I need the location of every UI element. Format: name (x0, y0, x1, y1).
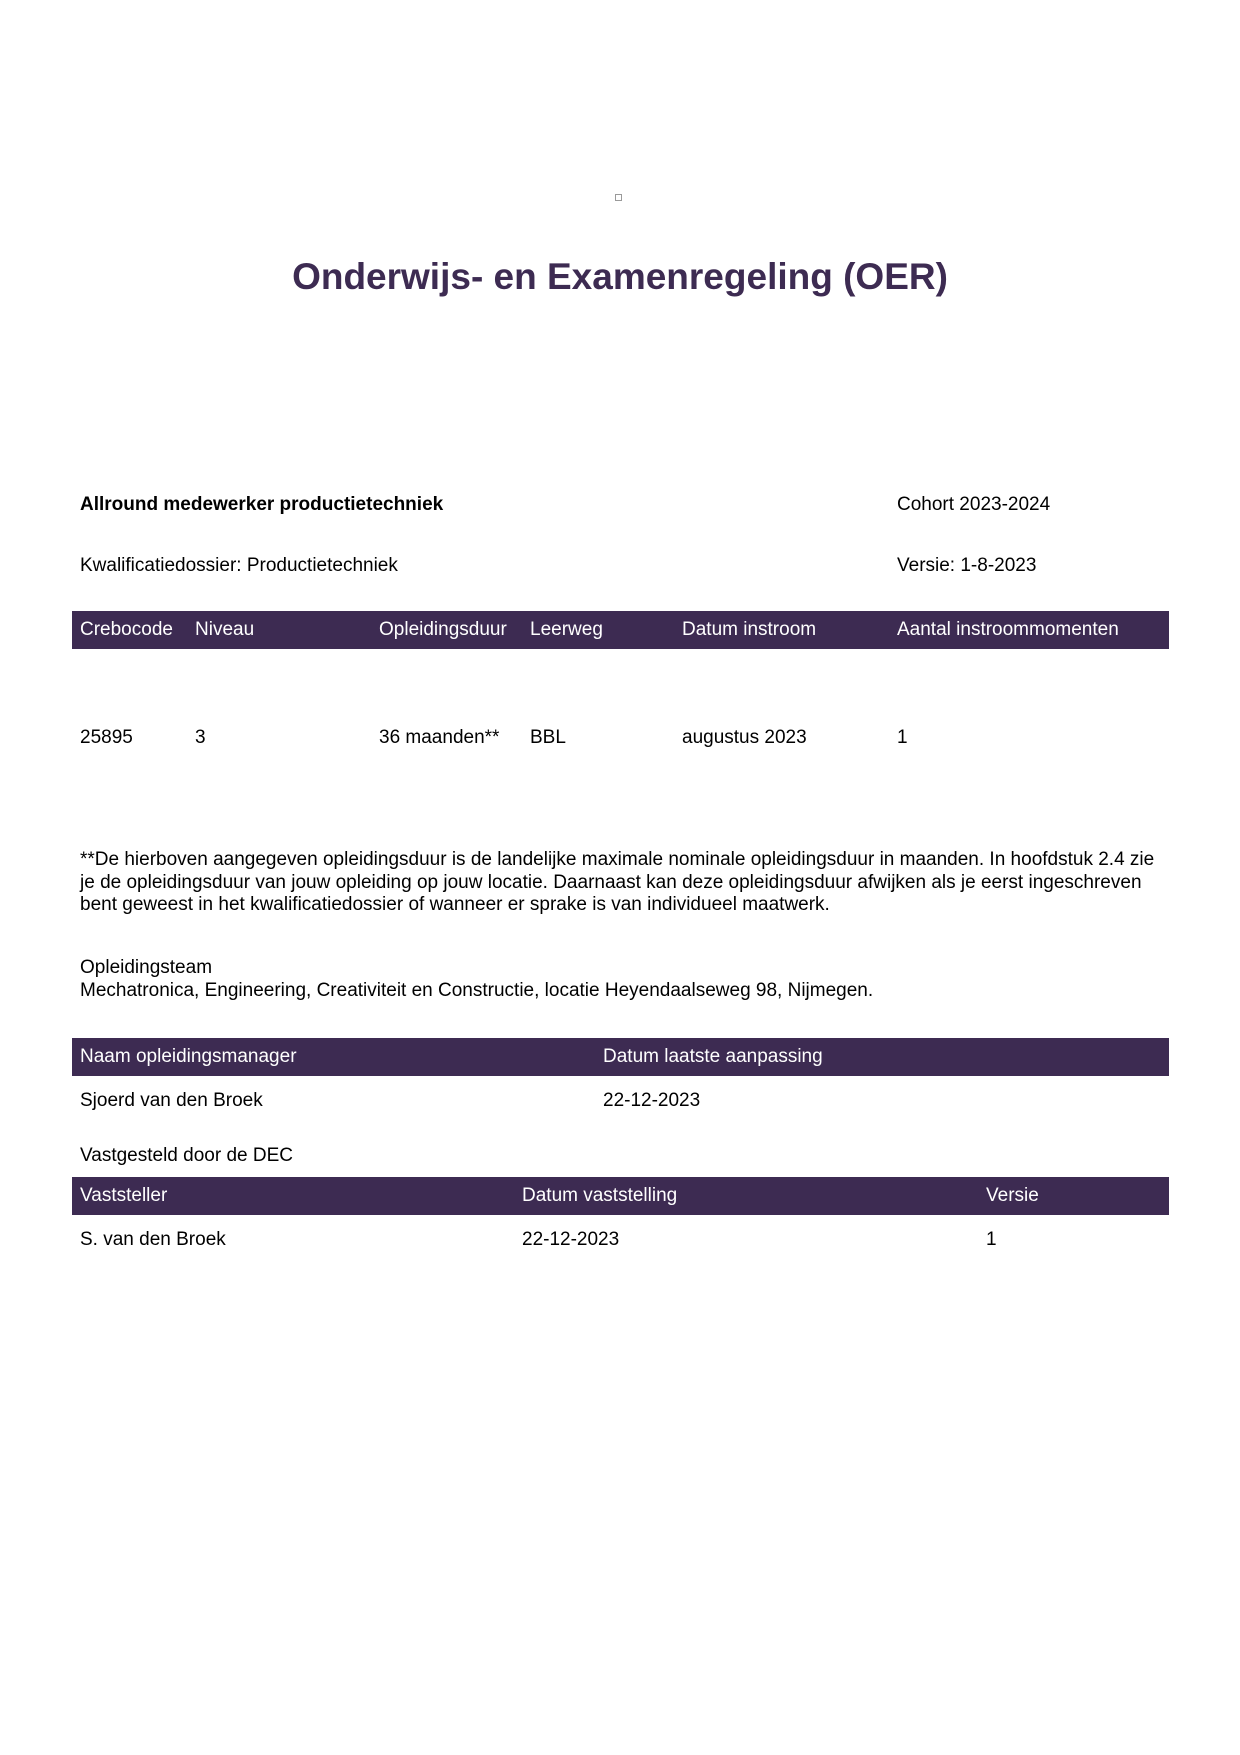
cell-crebocode: 25895 (80, 727, 133, 748)
header-crebocode: Crebocode (80, 619, 173, 640)
logo-placeholder-icon (615, 194, 622, 201)
team-value: Mechatronica, Engineering, Creativiteit en Constructie, locatie Heyendaalseweg 98, Nijmegen. (80, 980, 874, 1001)
cell-manager-name: Sjoerd van den Broek (80, 1090, 263, 1111)
header-leerweg: Leerweg (530, 619, 603, 640)
header-vaststeller: Vaststeller (80, 1185, 168, 1206)
cell-versie: 1 (986, 1229, 997, 1250)
page-title: Onderwijs- en Examenregeling (OER) (292, 256, 948, 297)
dec-label: Vastgesteld door de DEC (80, 1145, 293, 1166)
header-datum-laatste-aanpassing: Datum laatste aanpassing (603, 1046, 823, 1067)
cell-vaststeller: S. van den Broek (80, 1229, 226, 1250)
cell-datum-instroom: augustus 2023 (682, 727, 807, 748)
header-naam-opleidingsmanager: Naam opleidingsmanager (80, 1046, 297, 1067)
cell-opleidingsduur: 36 maanden** (379, 727, 500, 748)
cell-leerweg: BBL (530, 727, 566, 748)
cell-aantal-instroommomenten: 1 (897, 727, 908, 748)
header-opleidingsduur: Opleidingsduur (379, 619, 507, 640)
qualification-dossier: Kwalificatiedossier: Productietechniek (80, 555, 398, 576)
cell-niveau: 3 (195, 727, 206, 748)
duration-footnote: **De hierboven aangegeven opleidingsduur is de landelijke maximale nominale opleidingsduur in maanden. In hoofdstuk 2.4 zie je de opleidingsduur van jouw opleiding op jouw locatie. Daarnaast kan deze opleidingsduur afwijken als je eerst ingeschreven bent geweest in het kwalificatiedossier of wanneer er sprake is van individueel maatwerk. (80, 849, 1155, 915)
header-datum-instroom: Datum instroom (682, 619, 817, 640)
team-label: Opleidingsteam (80, 957, 213, 978)
cell-datum-vaststelling: 22-12-2023 (522, 1229, 620, 1250)
cell-last-modified: 22-12-2023 (603, 1090, 701, 1111)
header-versie: Versie (986, 1185, 1039, 1206)
header-datum-vaststelling: Datum vaststelling (522, 1185, 678, 1206)
version-label: Versie: 1-8-2023 (897, 555, 1037, 576)
cohort-label: Cohort 2023-2024 (897, 494, 1051, 515)
header-aantal-instroommomenten: Aantal instroommomenten (897, 619, 1119, 640)
header-niveau: Niveau (195, 619, 255, 640)
program-name: Allround medewerker productietechniek (80, 494, 444, 515)
